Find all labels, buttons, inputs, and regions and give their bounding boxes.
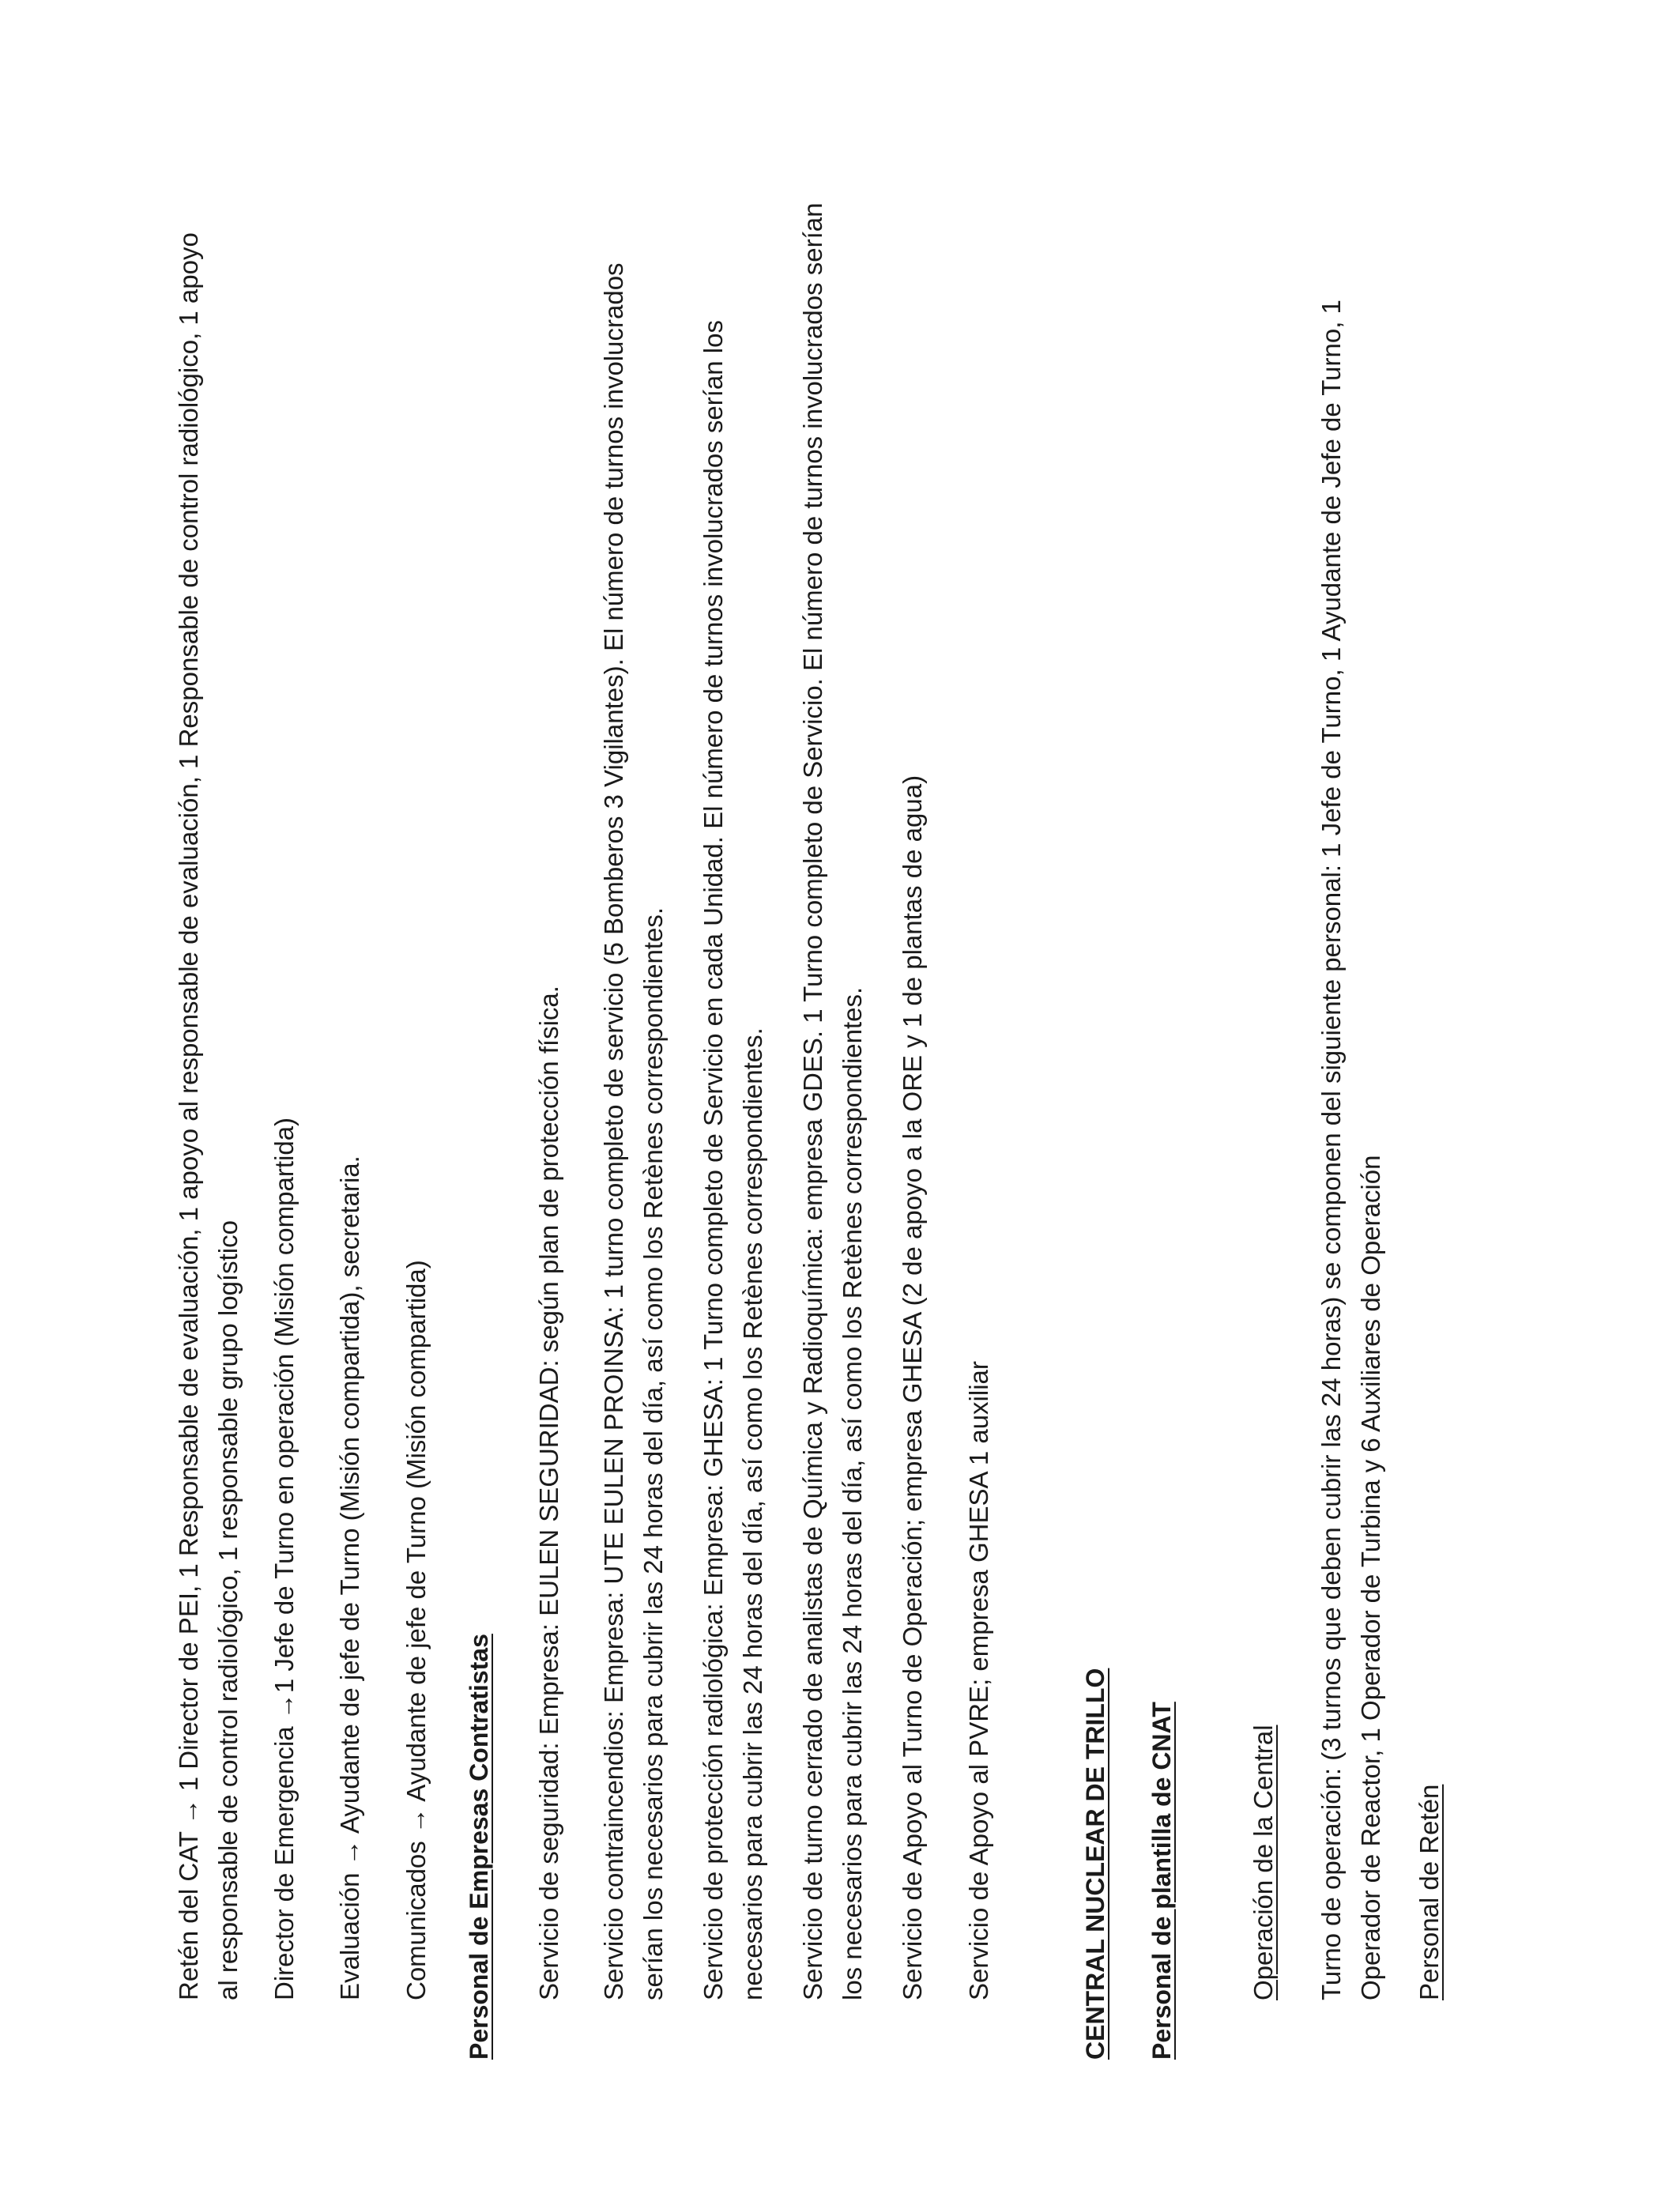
operacion-heading: Operación de la Central <box>1249 1725 1278 2000</box>
reten-cat-line-2: al responsable de control radiológico, 1 responsable grupo logístico <box>213 1220 243 2000</box>
trillo-heading: CENTRAL NUCLEAR DE TRILLO <box>1081 1668 1109 2060</box>
turno-line-1: Turno de operación: (3 turnos que deben cubrir las 24 horas) se componen del siguiente personal: 1 Jefe de Turno, 1 Ayudante de Jefe de Turno, 1 <box>1317 300 1346 2000</box>
contratistas-heading: Personal de Empresas Contratistas <box>465 1634 493 2060</box>
reten-cat-line-1: Retén del CAT → 1 Director de PEI, 1 Responsable de evaluación, 1 apoyo al responsable de evaluación, 1 Responsable de control radiológico, 1 apoyo <box>174 232 203 2000</box>
apoyo-operacion-text: Servicio de Apoyo al Turno de Operación; empresa GHESA (2 de apoyo a la ORE y 1 de plantas de agua) <box>898 775 927 2000</box>
apoyo-pvre-text: Servicio de Apoyo al PVRE; empresa GHESA 1 auxiliar <box>964 1361 993 2000</box>
turno-operacion <box>1312 300 1391 2000</box>
quimica-line-2: los necesarios para cubrir las 24 horas del día, así como los Retènes correspondientes. <box>838 986 867 2000</box>
servicio-quimica <box>793 203 872 2000</box>
director-emergencia <box>265 1118 304 2000</box>
servicio-seguridad-text: Servicio de seguridad: Empresa: EULEN SEGURIDAD: según plan de protección física. <box>534 986 563 2000</box>
proteccion-line-1: Servicio de protección radiológica: Empresa: GHESA: 1 Turno completo de Servicio en cada Unidad. El número de turnos involucrados serían los <box>699 320 728 2000</box>
servicio-contraincendios <box>594 262 673 2000</box>
reten-heading: Personal de Retén <box>1414 1784 1444 2000</box>
contraincendios-line-2: serían los necesarios para cubrir las 24 horas del día, así como los Retènes correspondientes. <box>638 907 668 2000</box>
servicio-seguridad <box>529 986 569 2000</box>
comunicados <box>397 1260 436 2000</box>
quimica-line-1: Servicio de turno cerrado de analistas de Química y Radioquímica: empresa GDES. 1 Turno completo de Servicio. El número de turnos involucrados serían <box>798 202 827 2000</box>
evaluacion-text: Evaluación → Ayudante de jefe de Turno (Misión compartida), secretaria. <box>335 1155 364 2000</box>
servicio-apoyo-pvre <box>959 1361 999 2000</box>
comunicados-text: Comunicados → Ayudante de jefe de Turno (Misión compartida) <box>401 1260 431 2000</box>
proteccion-line-2: necesarios para cubrir las 24 horas del día, así como los Retènes correspondientes. <box>738 1027 767 2000</box>
evaluacion <box>330 1155 370 2000</box>
plantilla-heading: Personal de plantilla de CNAT <box>1147 1702 1176 2060</box>
director-emergencia-text: Director de Emergencia →1 Jefe de Turno en operación (Misión compartida) <box>269 1117 299 2000</box>
turno-line-2: Operador de Reactor, 1 Operador de Turbina y 6 Auxiliares de Operación <box>1356 1155 1385 2000</box>
servicio-proteccion-radiologica <box>694 320 773 2000</box>
reten-cat-paragraph <box>169 232 248 2000</box>
servicio-apoyo-operacion <box>893 775 932 2000</box>
contraincendios-line-1: Servicio contraincendios: Empresa: UTE EULEN PROINSA: 1 turno completo de servicio (5 Bomberos 3 Vigilantes). El número de turnos involucrados <box>599 262 628 2000</box>
